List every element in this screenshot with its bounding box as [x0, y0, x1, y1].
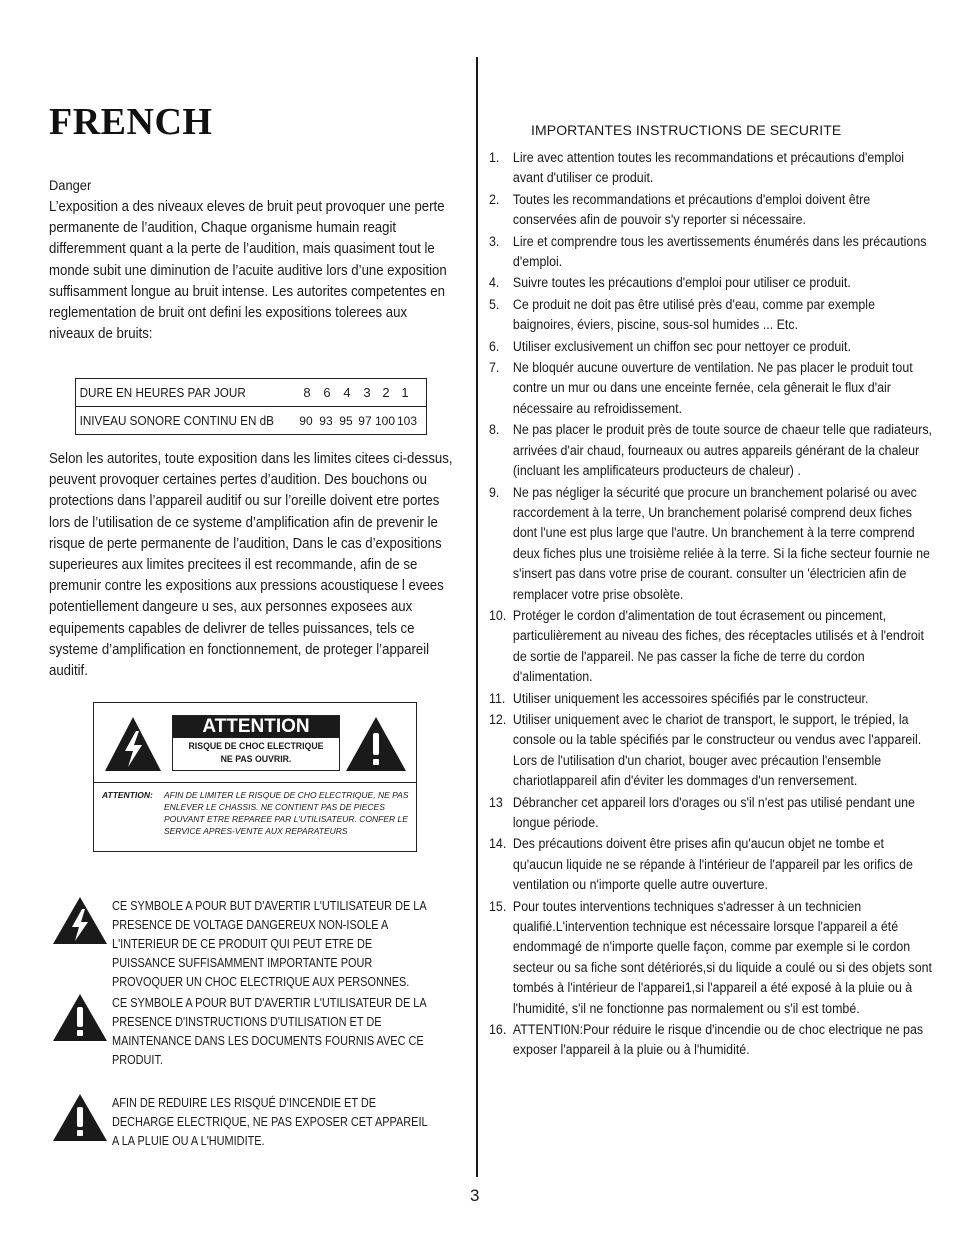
symbol-notice-text: CE SYMBOLE A POUR BUT D'AVERTIR L'UTILISATEUR DE LA PRESENCE DE VOLTAGE DANGEREUX NON-ISOLE A L'INTERIEUR DE CE PRODUIT QUI PEUT ETRE DE PUISSANCE SUFFISAMMENT IMPORTANTE POUR PROVOQUER UN CHOC ELECTRIQUE AUX PERSONNES. — [112, 898, 427, 989]
table-cell: 1 — [401, 385, 409, 400]
table-cell: 6 — [323, 385, 331, 400]
symbol-notice-text: AFIN DE REDUIRE LES RISQUÉ D'INCENDIE ET DE DECHARGE ELECTRIQUE, NE PAS EXPOSER CET APPAREIL A LA PLUIE OU A L'HUMIDITE. — [112, 1095, 428, 1148]
list-item-text: Lire et comprendre tous les avertissements énumérés dans les précautions d'emploi. — [512, 233, 927, 270]
list-item-number: 6. — [489, 338, 500, 354]
list-item-number: 7. — [489, 360, 500, 376]
list-item-number: 5. — [489, 296, 500, 312]
list-item — [489, 793, 936, 834]
table-cell: 90 — [299, 413, 313, 428]
list-item — [489, 834, 936, 895]
list-item-number: 1. — [489, 150, 500, 165]
attention-heading: ATTENTION — [173, 716, 339, 738]
page-number: 3 — [470, 1186, 480, 1205]
column-divider — [476, 57, 478, 1177]
table-row — [76, 379, 427, 407]
table-cell: 3 — [363, 385, 371, 400]
list-item — [489, 190, 936, 231]
list-item-number: 12. — [489, 711, 507, 727]
list-item-number: 15. — [489, 898, 507, 914]
list-item-text: Pour toutes interventions techniques s'adresser à un technicien qualifié.L'intervention technique est nécessaire lorsque l'appareil a été endommagé de n'importe quelle façon, comme par exemple si le cordon secteur ou sa fiche sont détériorés,si du liquide a coulé ou si des objets sont tombés à l'intérieur de l'apparei1,si l'appareil a été exposé à la pluie ou à l'humidité, s'il ne fonctionne pas normalement ou s'il est tombé. — [512, 898, 933, 1016]
safety-instructions-list — [489, 148, 933, 1062]
table-cell: 93 — [319, 413, 333, 428]
lightning-warning-icon — [103, 715, 163, 773]
lightning-warning-icon — [52, 896, 108, 946]
list-item-number: 10. — [489, 607, 507, 623]
attention-note-label: ATTENTION: — [102, 790, 153, 800]
list-item — [489, 337, 936, 357]
attention-label — [172, 715, 340, 771]
table-cell: 4 — [343, 385, 351, 400]
list-item — [489, 148, 936, 189]
list-item-text: Ce produit ne doit pas être utilisé près d'eau, comme par exemple baignoires, éviers, piscine, sous-sol humides ... Etc. — [512, 296, 875, 333]
list-item — [489, 295, 936, 336]
attention-note-text: AFIN DE LIMITER LE RISQUE DE CHO ELECTRIQUE, NE PAS ENLEVER LE CHASSIS. NE CONTIENT PAS DE PIECES POUVANT ETRE REPAREE PAR L'UTILISATEUR. CONFER LE SERVICE APRES-VENTE AUX REPARATEURS — [164, 790, 409, 836]
list-item-text: Utiliser uniquement les accessoires spécifiés par le constructeur. — [512, 690, 869, 706]
attention-subtext-line: NE PAS OUVRIR. — [220, 754, 292, 765]
list-item-text: ATTENTI0N:Pour réduire le risque d'incendie ou de choc electrique ne pas exposer l'appareil à la pluie ou à l'humidité. — [512, 1022, 924, 1058]
list-item-number: 8. — [489, 422, 500, 438]
list-item — [489, 689, 936, 709]
hearing-protection-paragraph: Selon les autorites, toute exposition dans les limites citees ci-dessus, peuvent provoquer certaines pertes d’audition. Des bouchons ou protections dans l’appareil auditif ou sur l’oreille doivent etre portes lors de l’utilisation de ce systeme d’amplification afin de prevenir le risque de perte permanente de l’audition, Dans le cas d’expositions superieures aux limites precitees il est recommande, afin de se premunir contre les expositions aux pressions acoustiquese l evees potentiellement dangeure u ses, aux personnes exposees aux equipements capables de delivrer de telles puissances, tels ce systeme d’amplification en fonctionnement, de proteger l’appareil auditif. — [49, 450, 453, 680]
list-item-text: Ne pas négliger la sécurité que procure un branchement polarisé ou avec raccordement à la terre, Un branchement polarisé comprend deux fiches dont l'une est plus large que l'autre. Un branchement à la terre comprend deux fiches plus une troisième reliée à la terre. Si la fiche secteur fournie ne s'insert pas dans votre prise de courant. consulter un 'électricien afin de remplacer votre prise obsolète. — [512, 484, 930, 602]
list-item-text: Débrancher cet appareil lors d'orages ou s'il n'est pas utilisé pendant une longue période. — [512, 794, 915, 830]
page-title: FRENCH — [49, 101, 213, 143]
table-cell: 8 — [303, 385, 311, 400]
list-item-text: Ne bloquér aucune ouverture de ventilation. Ne pas placer le produit tout contre un mur ou dans une enceinte fernée, cela gênerait le flux d'air nécessaire au refroidissement. — [512, 360, 913, 416]
table-row-label: DURE EN HEURES PAR JOUR — [79, 385, 246, 400]
table-cell: 95 — [339, 413, 353, 428]
exclamation-warning-icon — [344, 715, 408, 773]
safety-instructions-title: IMPORTANTES INSTRUCTIONS DE SECURITE — [531, 122, 842, 138]
list-item-text: Protéger le cordon d'alimentation de tout écrasement ou pincement, particulièrement au niveau des fiches, des réceptacles utilisés et à l'endroit de sortie de l'appareil. Ne pas casser la fiche de terre du cordon d'alimentation. — [512, 607, 925, 685]
attention-subtext-line: RISQUE DE CHOC ELECTRIQUE — [188, 741, 324, 752]
noise-exposure-paragraph: L’exposition a des niveaux eleves de bruit peut provoquer une perte permanente de l’audition, Chaque organisme humain reagit differemment quant a la perte de l’audition, mais quasiment tout le monde subit une diminution de l’acuite auditive lors d’une exposition suffisamment longue au bruit intense. Les autorites competentes en reglementation de bruit ont defini les expositions tolerees aux niveaux de bruits: — [49, 198, 447, 343]
table-row-label: INIVEAU SONORE CONTINU EN dB — [79, 413, 274, 428]
list-item — [489, 420, 936, 481]
attention-note — [102, 789, 412, 837]
noise-exposure-table — [75, 378, 427, 435]
exclamation-warning-icon — [52, 1093, 108, 1143]
list-item — [489, 606, 936, 688]
symbol-notice-text: CE SYMBOLE A POUR BUT D'AVERTIR L'UTILISATEUR DE LA PRESENCE D'INSTRUCTIONS D'UTILISATION ET DE MAINTENANCE DANS LES DOCUMENTS FOURNIS AVEC CE PRODUIT. — [112, 995, 427, 1067]
list-item — [489, 710, 936, 792]
list-item-number: 9. — [489, 484, 500, 500]
list-item-text: Toutes les recommandations et précautions d'emploi doivent être conservées afin de pouvoir s'y reporter si nécessaire. — [512, 191, 871, 228]
list-item — [489, 232, 936, 273]
attention-subtext — [180, 738, 333, 766]
list-item — [489, 483, 936, 605]
list-item-text: Des précautions doivent être prises afin qu'aucun objet ne tombe et qu'aucun liquide ne se répande à l'intérieur de l'appareil par les orifics de ventilation ou n'importe quelle autre ouverture. — [512, 836, 913, 893]
list-item-number: 13 — [489, 794, 503, 810]
list-item-number: 11. — [489, 690, 506, 706]
list-item-number: 14. — [489, 836, 507, 852]
table-cell: 103 — [396, 413, 417, 428]
list-item-text: Lire avec attention toutes les recommandations et précautions d'emploi avant d'utiliser ce produit. — [512, 150, 904, 186]
table-values — [296, 385, 426, 400]
list-item-number: 3. — [489, 233, 500, 249]
list-item — [489, 358, 936, 419]
list-item — [489, 1020, 936, 1061]
table-row — [76, 407, 427, 435]
list-item-text: Suivre toutes les précautions d'emploi pour utiliser ce produit. — [512, 275, 851, 291]
table-cell: 100 — [374, 413, 395, 428]
list-item-number: 16. — [489, 1022, 507, 1038]
table-values — [296, 414, 426, 428]
attention-warning-box — [93, 702, 417, 852]
table-cell: 97 — [358, 413, 372, 428]
table-cell: 2 — [382, 385, 390, 400]
danger-label: Danger — [49, 177, 92, 193]
list-item — [489, 273, 936, 293]
list-item-number: 2. — [489, 191, 500, 207]
list-item — [489, 897, 936, 1019]
list-item-number: 4. — [489, 275, 500, 291]
exclamation-warning-icon — [52, 993, 108, 1043]
list-item-text: Utiliser uniquement avec le chariot de transport, le support, le trépied, la console ou la table spécifiés par le constructeur ou vendus avec l'appareil. Lors de l'utilisation d'un chariot, bouger avec précaution l'ensemble chariotlappareil afin d'éviter les dommages d'un renversement. — [512, 711, 922, 789]
attention-header-area — [94, 703, 416, 783]
list-item-text: Utiliser exclusivement un chiffon sec pour nettoyer ce produit. — [512, 338, 851, 354]
list-item-text: Ne pas placer le produit près de toute source de chaeur telle que radiateurs, arrivées d'air chaud, fourneaux ou autres appareils générant de la chaleur (incluant les amplificateurs producteurs de chaleur) . — [512, 422, 933, 479]
